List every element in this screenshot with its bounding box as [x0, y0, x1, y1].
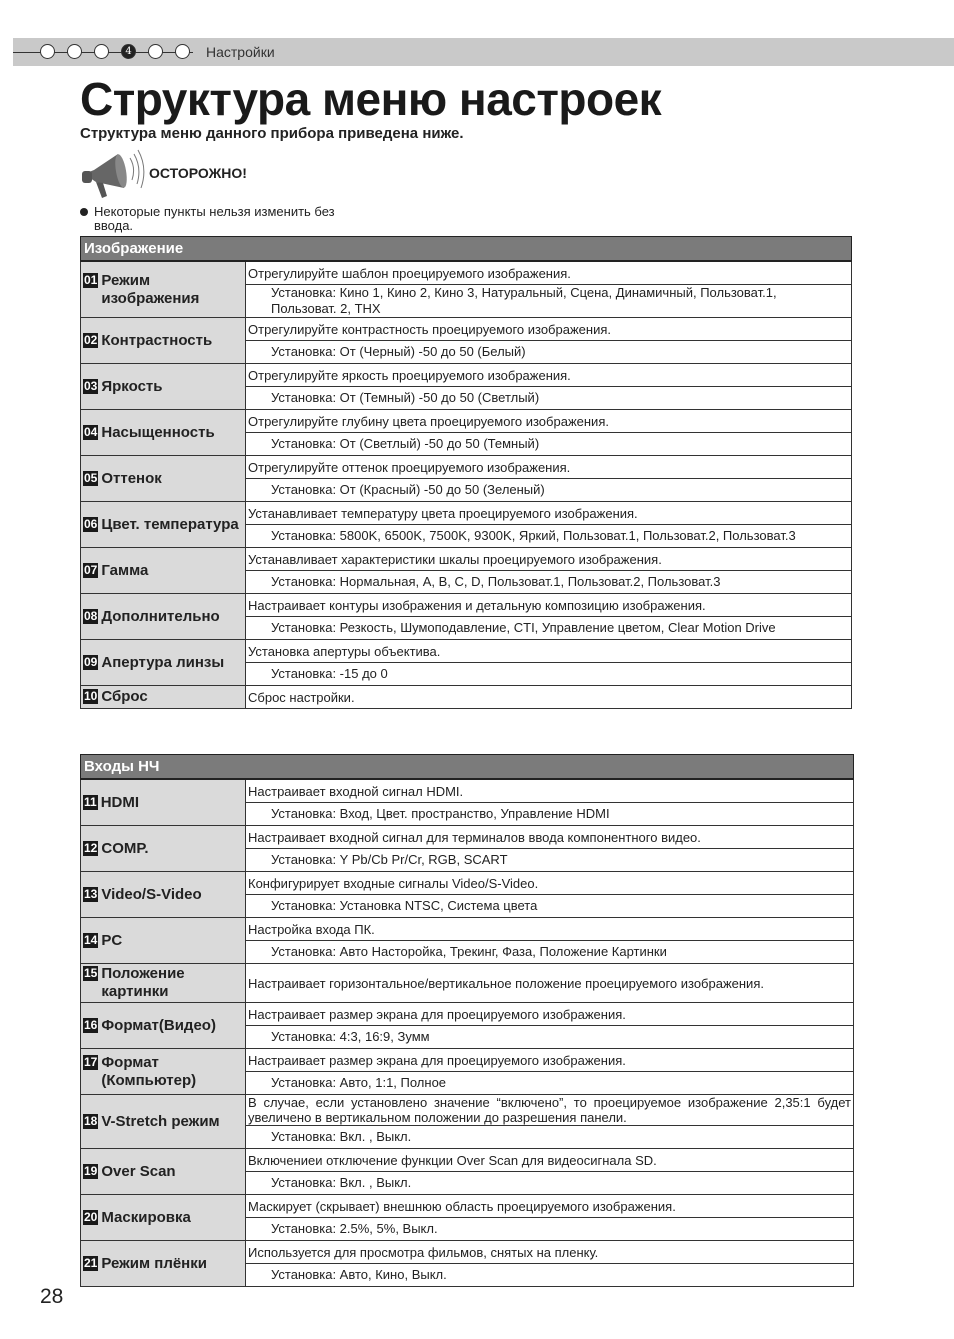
item-label: Маскировка [101, 1208, 191, 1226]
table-row [81, 640, 852, 663]
table-row [81, 686, 852, 709]
item-description: Отрегулируйте оттенок проецируемого изображения. [246, 456, 852, 479]
item-label: Цвет. температура [101, 515, 239, 533]
menu-item-name [81, 548, 246, 594]
menu-item-name [81, 872, 246, 918]
table-row [81, 318, 852, 341]
item-label: Формат(Видео) [101, 1016, 216, 1034]
item-number: 07 [84, 562, 98, 577]
item-number: 10 [84, 689, 98, 703]
table-row [81, 502, 852, 525]
menu-item-name [81, 826, 246, 872]
item-label: COMP. [101, 839, 149, 857]
table-row [81, 364, 852, 387]
item-setting-text: Установка: Y Pb/Cb Pr/Cr, RGB, SCART [271, 852, 508, 867]
caution-note [80, 205, 370, 233]
item-description: Настраивает контуры изображения и детальную композицию изображения. [246, 594, 852, 617]
menu-item-name [81, 364, 246, 410]
item-description: Отрегулируйте глубину цвета проецируемого изображения. [246, 410, 852, 433]
item-number: 06 [84, 516, 98, 531]
item-description: Настройка входа ПК. [246, 918, 854, 941]
item-setting-text: Установка: От (Светлый) -50 до 50 (Темный) [271, 436, 540, 451]
item-description: В случае, если установлено значение “включено”, то проецируемое изображение 2,35:1 будет увеличено в вертикальном положении до разрешения панели. [246, 1095, 854, 1126]
menu-item-name [81, 779, 246, 826]
table-row [81, 261, 852, 285]
menu-item-name [81, 502, 246, 548]
item-setting-text: Установка: От (Черный) -50 до 50 (Белый) [271, 344, 526, 359]
page-title: Структура меню настроек [80, 73, 662, 125]
item-label: HDMI [100, 793, 140, 811]
item-setting [246, 849, 854, 872]
menu-table-inputs [80, 754, 854, 1287]
item-description: Сброс настройки. [246, 686, 852, 709]
menu-item-name [81, 964, 246, 1003]
table-row [81, 1003, 854, 1026]
item-label: Гамма [101, 561, 149, 579]
item-number: 16 [84, 1017, 98, 1032]
item-setting-text: Установка: Авто, 1:1, Полное [271, 1075, 447, 1090]
table-row [81, 918, 854, 941]
menu-item-name [81, 918, 246, 964]
item-setting [246, 433, 852, 456]
item-label: Контрастность [101, 331, 213, 349]
item-setting [246, 803, 854, 826]
item-number: 20 [84, 1209, 98, 1224]
section-title: Входы НЧ [81, 755, 854, 780]
item-description: Используется для просмотра фильмов, снятых на пленку. [246, 1241, 854, 1264]
item-number: 12 [84, 840, 98, 855]
item-label: Оттенок [101, 469, 162, 487]
item-setting [246, 895, 854, 918]
section-header-row [81, 237, 852, 262]
item-description: Настраивает размер экрана для проецируемого изображения. [246, 1003, 854, 1026]
menu-item-name [81, 318, 246, 364]
item-description: Включениеи отключение функции Over Scan для видеосигнала SD. [246, 1149, 854, 1172]
chapter-dot [67, 44, 82, 59]
item-setting [246, 571, 852, 594]
item-setting [246, 1264, 854, 1287]
item-setting-text: Установка: Нормальная, A, B, C, D, Пользоват.1, Пользоват.2, Пользоват.3 [271, 574, 721, 589]
item-setting-text: Установка: Вход, Цвет. пространство, Управление HDMI [271, 806, 610, 821]
item-number: 09 [84, 654, 98, 669]
menu-item-name [81, 686, 246, 709]
item-label: Режим плёнки [101, 1254, 207, 1272]
item-label: PC [101, 931, 123, 949]
item-setting-text: Установка: Авто, Кино, Выкл. [271, 1267, 447, 1282]
item-number: 05 [84, 470, 98, 485]
item-setting-text: Установка: 2.5%, 5%, Выкл. [271, 1221, 438, 1236]
item-setting-text: Установка: Резкость, Шумоподавление, CTI, Управление цветом, Clear Motion Drive [271, 620, 776, 635]
item-number: 14 [84, 932, 98, 947]
table-row [81, 410, 852, 433]
item-number: 13 [84, 886, 98, 901]
item-description: Устанавливает температуру цвета проецируемого изображения. [246, 502, 852, 525]
table-row [81, 456, 852, 479]
item-label: Video/S-Video [101, 885, 202, 903]
item-setting [246, 1172, 854, 1195]
item-setting-text: Установка: 5800K, 6500K, 7500K, 9300K, Яркий, Пользоват.1, Пользоват.2, Пользоват.3 [271, 528, 796, 543]
item-setting-text: Установка: От (Темный) -50 до 50 (Светлый) [271, 390, 540, 405]
menu-item-name [81, 1095, 246, 1149]
table-row [81, 594, 852, 617]
item-description: Отрегулируйте яркость проецируемого изображения. [246, 364, 852, 387]
item-label: Положение картинки [101, 965, 185, 1000]
menu-item-name [81, 1149, 246, 1195]
table-row [81, 548, 852, 571]
item-label: Over Scan [101, 1162, 176, 1180]
item-description: Конфигурирует входные сигналы Video/S-Video. [246, 872, 854, 895]
table-row [81, 1241, 854, 1264]
megaphone-icon [80, 146, 145, 201]
menu-table-picture [80, 236, 852, 709]
table-row [81, 872, 854, 895]
item-description: Настраивает входной сигнал HDMI. [246, 779, 854, 803]
chapter-dot-active: 4 [121, 44, 136, 59]
table-row [81, 1049, 854, 1072]
item-setting [246, 341, 852, 364]
table-row [81, 1149, 854, 1172]
chapter-bar [13, 38, 954, 66]
item-setting-text: Установка: От (Красный) -50 до 50 (Зеленый) [271, 482, 545, 497]
table-row [81, 779, 854, 803]
bullet-icon [80, 208, 88, 216]
item-description: Настраивает размер экрана для проецируемого изображения. [246, 1049, 854, 1072]
item-number: 18 [84, 1113, 98, 1128]
page-subtitle: Структура меню данного прибора приведена ниже. [80, 125, 464, 142]
menu-item-name [81, 640, 246, 686]
menu-item-name [81, 1003, 246, 1049]
item-setting [246, 1026, 854, 1049]
item-setting-text: Установка: Вкл. , Выкл. [271, 1175, 412, 1190]
breadcrumb: Настройки [206, 44, 275, 60]
caution-label: ОСТОРОЖНО! [149, 165, 247, 181]
item-number: 15 [84, 966, 98, 980]
item-number: 08 [84, 608, 98, 623]
item-setting [246, 479, 852, 502]
item-label: Насыщенность [101, 423, 215, 441]
item-setting [246, 387, 852, 410]
item-label: Апертура линзы [101, 653, 225, 671]
item-setting-text: Установка: 4:3, 16:9, Зумм [271, 1029, 430, 1044]
item-number: 11 [84, 794, 97, 809]
item-setting-text: Установка: -15 до 0 [271, 666, 388, 681]
chapter-dot [148, 44, 163, 59]
chapter-dot [175, 44, 190, 59]
menu-item-name [81, 594, 246, 640]
item-setting [246, 617, 852, 640]
item-number: 04 [84, 424, 98, 439]
page-number: 28 [40, 1285, 64, 1308]
item-label: Сброс [101, 688, 148, 705]
item-setting [246, 1126, 854, 1149]
chapter-dot [40, 44, 55, 59]
item-label: Яркость [101, 377, 163, 395]
item-label: Формат (Компьютер) [101, 1053, 197, 1089]
item-description: Установка апертуры объектива. [246, 640, 852, 663]
item-setting-text: Установка: Вкл. , Выкл. [271, 1129, 412, 1144]
menu-item-name [81, 1049, 246, 1095]
item-setting [246, 285, 852, 318]
item-number: 17 [84, 1054, 98, 1069]
caution-note-text: Некоторые пункты нельзя изменить без ввода. [94, 204, 335, 233]
item-number: 03 [84, 378, 98, 393]
item-description: Маскирует (скрывает) внешнюю область проецируемого изображения. [246, 1195, 854, 1218]
item-setting [246, 941, 854, 964]
item-number: 02 [84, 332, 98, 347]
table-row [81, 826, 854, 849]
item-description: Настраивает входной сигнал для терминалов ввода компонентного видео. [246, 826, 854, 849]
section-header-row [81, 755, 854, 780]
item-number: 19 [84, 1163, 98, 1178]
item-label: V-Stretch режим [101, 1112, 220, 1130]
item-description: Отрегулируйте шаблон проецируемого изображения. [246, 261, 852, 285]
item-description: Отрегулируйте контрастность проецируемого изображения. [246, 318, 852, 341]
item-setting [246, 525, 852, 548]
table-row [81, 1095, 854, 1126]
item-number: 01 [84, 272, 98, 287]
item-setting-text: Установка: Кино 1, Кино 2, Кино 3, Натуральный, Сцена, Динамичный, Пользоват.1, Пользоват. 2, THX [271, 285, 777, 316]
item-label: Режим изображения [101, 271, 200, 307]
chapter-dot [94, 44, 109, 59]
item-setting-text: Установка: Авто Насторойка, Трекинг, Фаза, Положение Картинки [271, 944, 667, 959]
menu-item-name [81, 410, 246, 456]
menu-item-name [81, 1241, 246, 1287]
menu-item-name [81, 261, 246, 318]
section-title: Изображение [81, 237, 852, 262]
item-setting [246, 663, 852, 686]
menu-item-name [81, 456, 246, 502]
item-number: 21 [84, 1255, 98, 1270]
item-description: Устанавливает характеристики шкалы проецируемого изображения. [246, 548, 852, 571]
item-setting-text: Установка: Установка NTSC, Система цвета [271, 898, 538, 913]
menu-item-name [81, 1195, 246, 1241]
item-setting [246, 1072, 854, 1095]
table-row [81, 1195, 854, 1218]
item-setting [246, 1218, 854, 1241]
item-label: Дополнительно [101, 607, 220, 625]
table-row [81, 964, 854, 1003]
item-description: Настраивает горизонтальное/вертикальное положение проецируемого изображения. [246, 964, 854, 1003]
